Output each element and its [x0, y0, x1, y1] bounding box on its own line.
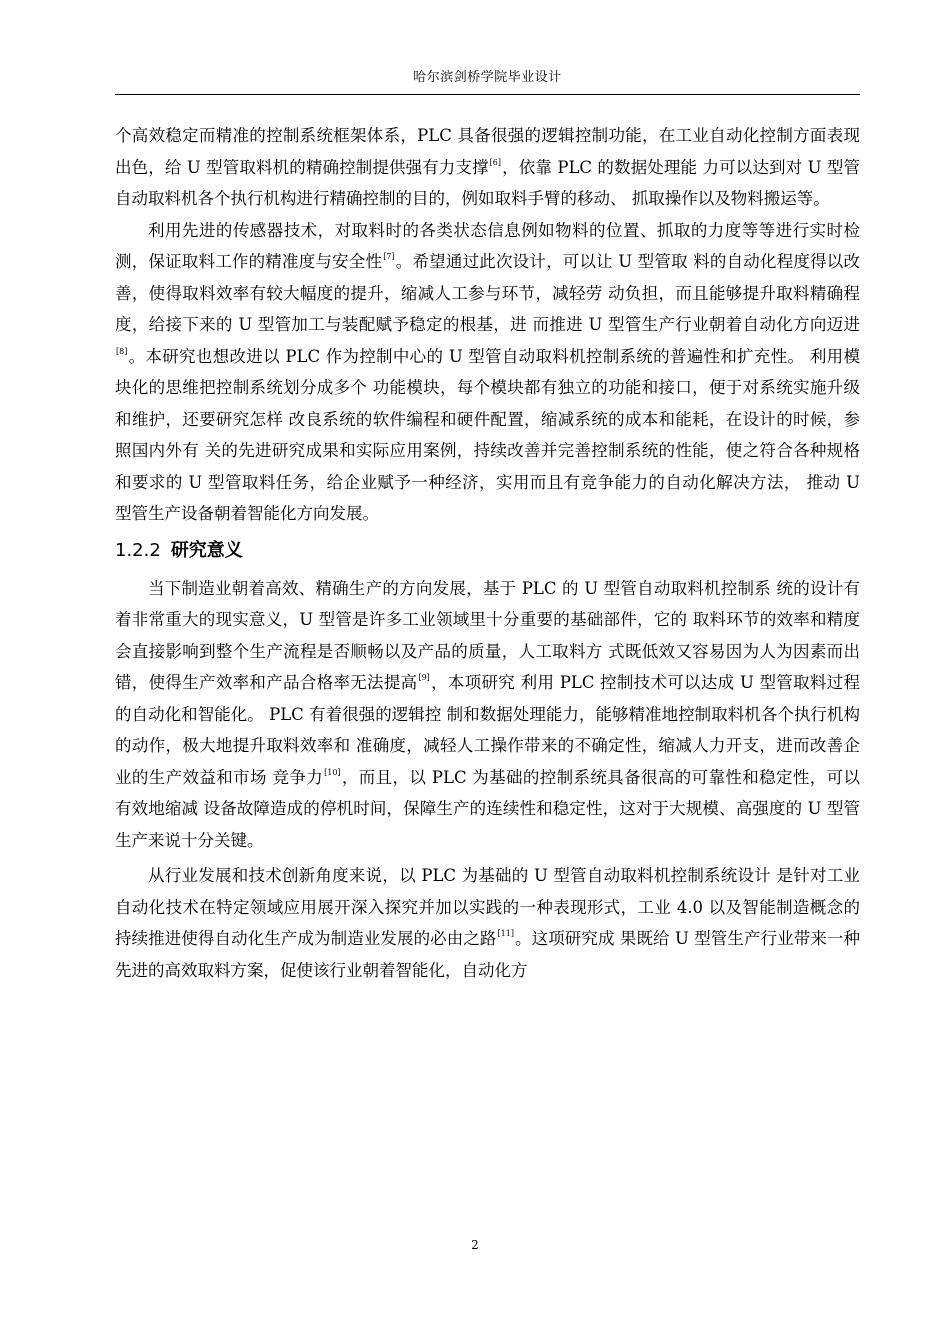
section-number: 1.2.2	[115, 539, 161, 561]
page-header-title: 哈尔滨剑桥学院毕业设计	[413, 70, 562, 85]
paragraph-2: 利用先进的传感器技术，对取料时的各类状态信息例如物料的位置、抓取的力度等等进行实时检测，保证取料工作的精准度与安全性[7]。希望通过此次设计，可以让 U 型管取 料的自动化程度得以改善，使得取料效率有较大幅度的提升，缩减人工参与环节，减轻劳 动负担，而且能够提升取料精确程度，给接下来的 U 型管加工与装配赋予稳定的根基，进 而推进 U 型管生产行业朝着自动化方向迈进[8]。本研究也想改进以 PLC 作为控制中心的 U 型管自动取料机控制系统的普遍性和扩充性。 利用模块化的思维把控制系统划分成多个 功能模块，每个模块都有独立的功能和接口，便于对系统实施升级和维护，还要研究怎样 改良系统的软件编程和硬件配置，缩减系统的成本和能耗，在设计的时候，参照国内外有 关的先进研究成果和实际应用案例，持续改善并完善控制系统的性能，使之符合各种规格 和要求的 U 型管取料任务，给企业赋予一种经济，实用而且有竞争能力的自动化解决方法， 推动 U 型管生产设备朝着智能化方向发展。	[115, 220, 861, 523]
citation-7: [7]	[383, 252, 395, 261]
citation-6: [6]	[489, 157, 502, 167]
header-divider	[115, 94, 860, 95]
citation-11: [11]	[497, 929, 514, 938]
section-title: 研究意义	[170, 539, 243, 561]
section-heading	[115, 534, 860, 568]
paragraph-4: 从行业发展和技术创新角度来说，以 PLC 为基础的 U 型管自动取料机控制系统设计 是针对工业自动化技术在特定领域应用展开深入探究并加以实践的一种表现形式，工业 4.0 以及智能制造概念的持续推进使得自动化生产成为制造业发展的必由之路[11]。这项研究成 果既给 U 型管生产行业带来一种先进的高效取料方案，促使该行业朝着智能化，自动化方	[115, 866, 861, 980]
paragraph-3: 当下制造业朝着高效、精确生产的方向发展，基于 PLC 的 U 型管自动取料机控制系 统的设计有着非常重大的现实意义，U 型管是许多工业领域里十分重要的基础部件，它的 取料环节的效率和精度会直接影响到整个生产流程是否顺畅以及产品的质量，人工取料方 式既低效又容易因为人为因素而出错，使得生产效率和产品合格率无法提高[9]，本项研究 利用 PLC 控制技术可以达成 U 型管取料过程的自动化和智能化。 PLC 有着很强的逻辑控 制和数据处理能力，能够精准地控制取料机各个执行机构的动作，极大地提升取料效率和 准确度，减轻人工操作带来的不确定性，缩减人力开支，进而改善企业的生产效益和市场 竞争力[10]，而且，以 PLC 为基础的控制系统具备很高的可靠性和稳定性，可以有效地缩减 设备故障造成的停机时间，保障生产的连续性和稳定性，这对于大规模、高强度的 U 型管 生产来说十分关键。	[115, 578, 860, 850]
document-body	[115, 120, 860, 986]
paragraph-1: 个高效稳定而精准的控制系统框架体系，PLC 具备很强的逻辑控制功能，在工业自动化控制方面表现出色，给 U 型管取料机的精确控制提供强有力支撑[6]，依靠 PLC 的数据处理能 力可以达到对 U 型管自动取料机各个执行机构进行精确控制的目的，例如取料手臂的移动、 抓取操作以及物料搬运等。	[115, 126, 860, 208]
citation-9: [9]	[418, 673, 430, 682]
page-number: 2	[471, 1238, 479, 1252]
citation-10: [10]	[324, 767, 341, 777]
citation-8: [8]	[116, 346, 128, 356]
